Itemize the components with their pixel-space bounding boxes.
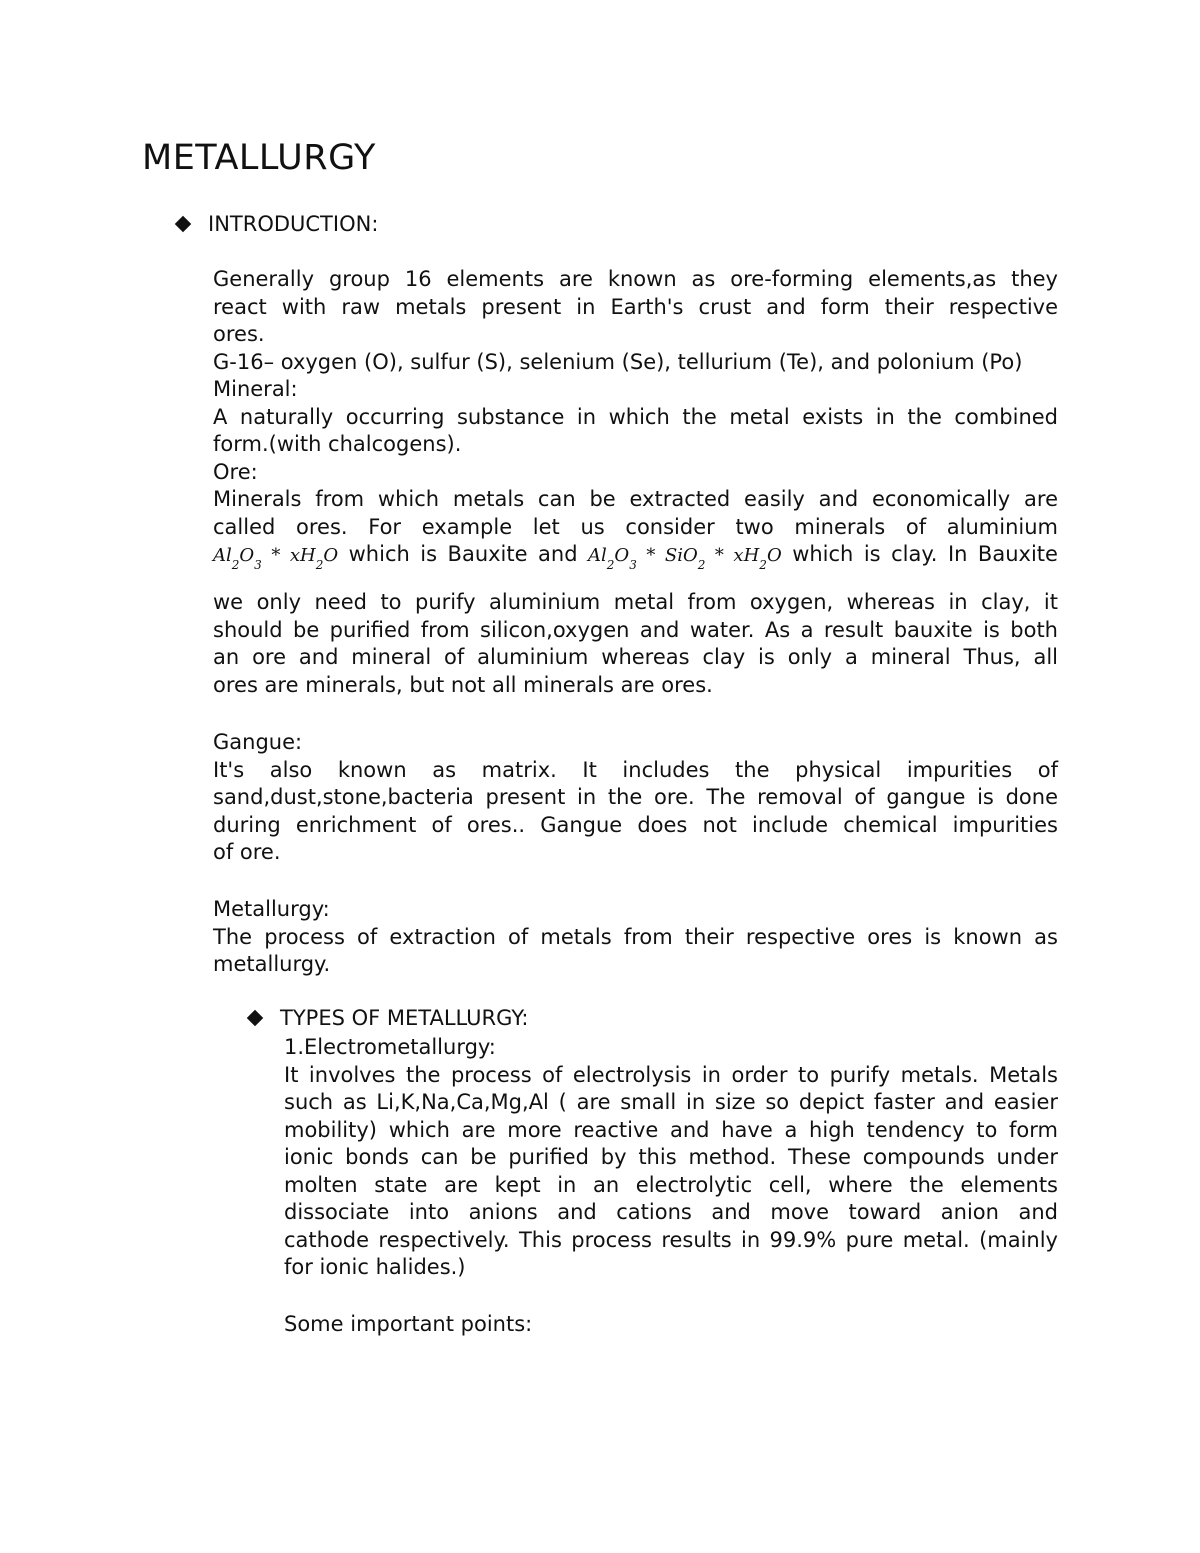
text-line: It's also known as matrix. It includes the physical impurities of xyxy=(213,757,1058,782)
text-line: sand,dust,stone,bacteria present in the ore. The removal of gangue is done xyxy=(213,785,1058,809)
text-line: cathode respectively. This process results in 99.9% pure metal. (mainly xyxy=(284,1227,1058,1252)
intro-heading-row xyxy=(176,212,378,236)
electrometallurgy-label: 1.Electrometallurgy: xyxy=(284,1035,496,1059)
text-line: an ore and mineral of aluminium whereas clay is only a mineral Thus, all xyxy=(213,645,1058,669)
text-line: metallurgy. xyxy=(213,952,331,976)
text-line: Generally group 16 elements are known as ore-forming elements,as they xyxy=(213,267,1058,291)
formula-text: which is Bauxite and xyxy=(348,542,578,566)
diamond-bullet-icon xyxy=(176,217,190,231)
types-heading-row xyxy=(248,1006,528,1030)
text-line: form.(with chalcogens). xyxy=(213,432,462,456)
text-line: should be purified from silicon,oxygen and water. As a result bauxite is both xyxy=(213,617,1058,642)
text-line: Minerals from which metals can be extracted easily and economically are xyxy=(213,487,1058,511)
intro-heading: INTRODUCTION: xyxy=(208,212,379,236)
gangue-label: Gangue: xyxy=(213,730,303,754)
text-line: molten state are kept in an electrolytic cell, where the elements xyxy=(284,1172,1058,1197)
important-points-label-block xyxy=(284,1311,1058,1339)
text-line: for ionic halides.) xyxy=(284,1255,466,1279)
mineral-label: Mineral: xyxy=(213,377,298,401)
formula-line xyxy=(213,541,1058,589)
types-heading: TYPES OF METALLURGY: xyxy=(280,1006,529,1030)
metallurgy-paragraph xyxy=(213,896,1058,979)
g16-line: G-16– oxygen (O), sulfur (S), selenium (Se), tellurium (Te), and polonium (Po) xyxy=(213,349,1023,374)
text-line: A naturally occurring substance in which the metal exists in the combined xyxy=(213,404,1058,429)
text-line: we only need to purify aluminium metal from oxygen, whereas in clay, it xyxy=(213,590,1058,614)
text-line: It involves the process of electrolysis in order to purify metals. Metals xyxy=(284,1062,1058,1087)
text-line: react with raw metals present in Earth's crust and form their respective xyxy=(213,294,1058,319)
text-line: dissociate into anions and cations and move toward anion and xyxy=(284,1200,1058,1224)
text-line: such as Li,K,Na,Ca,Mg,Al ( are small in size so depict faster and easier xyxy=(284,1090,1058,1114)
text-line: called ores. For example let us consider two minerals of aluminium xyxy=(213,514,1058,539)
text-line: ionic bonds can be purified by this method. These compounds under xyxy=(284,1145,1058,1169)
intro-paragraph xyxy=(213,266,1058,699)
ore-label: Ore: xyxy=(213,459,258,484)
bauxite-formula: $Al_2O_3 * xH_2O$ xyxy=(213,545,339,572)
document-title: METALLURGY xyxy=(142,138,376,178)
electrometallurgy-paragraph xyxy=(284,1034,1058,1282)
text-line: mobility) which are more reactive and have a high tendency to form xyxy=(284,1117,1058,1142)
text-line: The process of extraction of metals from their respective ores is known as xyxy=(213,924,1058,949)
formula-text: which is clay. In Bauxite xyxy=(792,542,1058,566)
text-line: ores. xyxy=(213,322,265,346)
diamond-bullet-icon xyxy=(248,1011,262,1025)
text-line: during enrichment of ores.. Gangue does not include chemical impurities xyxy=(213,812,1058,837)
metallurgy-label: Metallurgy: xyxy=(213,897,330,921)
clay-formula: $Al_2O_3 * SiO_2 * xH_2O$ xyxy=(588,545,782,572)
text-line: of ore. xyxy=(213,840,281,864)
important-points-label: Some important points: xyxy=(284,1312,533,1336)
gangue-paragraph xyxy=(213,729,1058,867)
text-line: ores are minerals, but not all minerals are ores. xyxy=(213,672,713,697)
